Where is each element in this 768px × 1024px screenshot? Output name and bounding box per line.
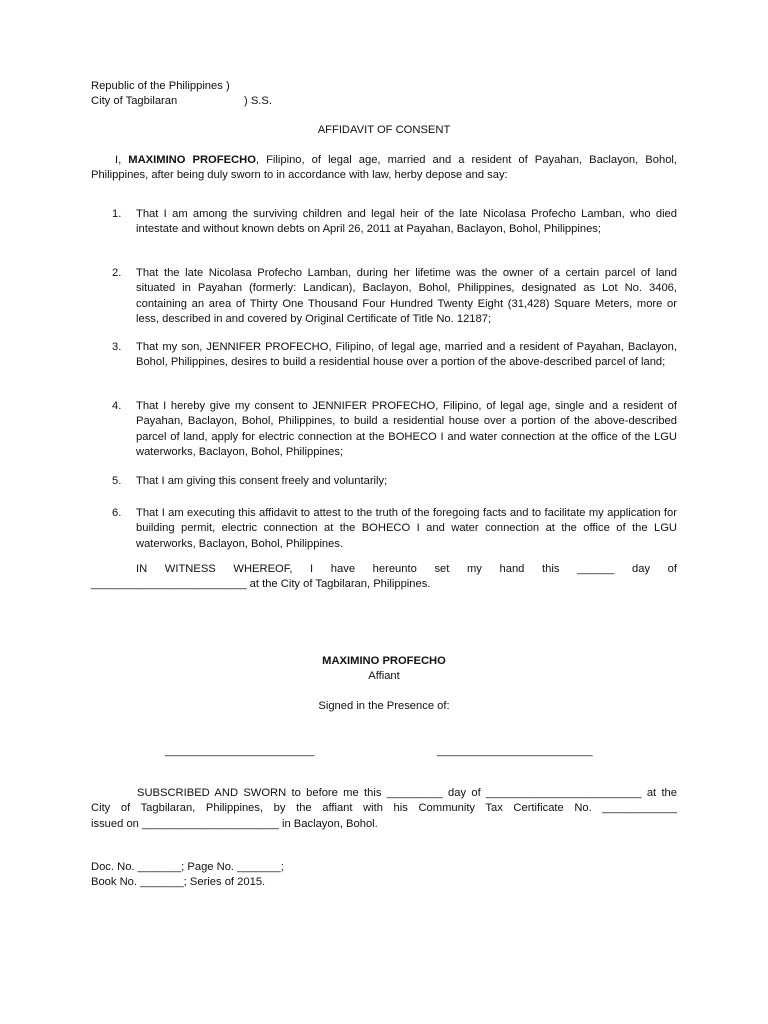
signed-in-presence: Signed in the Presence of: <box>318 700 450 712</box>
doc-page-line: Doc. No. _______; Page No. _______; <box>91 861 284 873</box>
venue-line-2 <box>91 94 391 109</box>
affiant-label: Affiant <box>368 670 400 682</box>
list-number-5: 5. <box>112 475 122 487</box>
book-series-line: Book No. _______; Series of 2015. <box>91 876 266 889</box>
intro-prefix: I, <box>115 154 129 166</box>
intro-paragraph <box>91 153 677 184</box>
intro-rest: , Filipino, of legal age, married and a resident of Payahan, Baclayon, Bohol, Philippines, after being duly sworn to in accordance with law, herby depose and say: <box>91 154 678 182</box>
document-title: AFFIDAVIT OF CONSENT <box>317 124 451 136</box>
venue-line-1: Republic of the Philippines ) <box>91 80 230 92</box>
jurat-line-3: issued on ______________________ in Baclayon, Bohol. <box>91 817 378 830</box>
witness-paragraph <box>91 562 677 593</box>
venue-city: City of Tagbilaran <box>91 95 178 108</box>
list-item-6: That I am executing this affidavit to attest to the truth of the foregoing facts and to facilitate my application for building permit, electric connection at the BOHECO I and water connection at the office of the LGU waterworks, Baclayon, Bohol, Philippines. <box>136 507 677 550</box>
list-item-2: That the late Nicolasa Profecho Lamban, during her lifetime was the owner of a certain parcel of land situated in Payahan (formerly: Landican), Baclayon, Bohol, Philippines, designated as Lot No. 3406, containing an area of Thirty One Thousand Four Hundred Twenty Eight (31,428) Square Meters, more or less, described in and covered by Original Certificate of Title No. 12187; <box>136 267 677 325</box>
jurat-line-1: SUBSCRIBED AND SWORN to before me this _________ day of _________________________ at the <box>137 787 677 799</box>
list-item-4: That I hereby give my consent to JENNIFER PROFECHO, Filipino, of legal age, single and a resident of Payahan, Baclayon, Bohol, Philippines, to build a residential house over a portion of the above-described parcel of land, apply for electric connection at the BOHECO I and water connection at the office of the LGU waterworks, Baclayon, Bohol, Philippines; <box>136 400 677 458</box>
venue-block <box>91 79 391 110</box>
notarial-register <box>91 860 491 891</box>
list-item-1: That I am among the surviving children and legal heir of the late Nicolasa Profecho Lamban, who died intestate and without known debts on April 26, 2011 at Payahan, Baclayon, Bohol, Philippines; <box>136 208 677 236</box>
list-number-1: 1. <box>112 208 122 220</box>
list-number-2: 2. <box>112 267 122 279</box>
witness-signature-line-2: _________________________ <box>437 745 593 757</box>
list-item-5: That I am giving this consent freely and voluntarily; <box>136 475 388 487</box>
list-item-3: That my son, JENNIFER PROFECHO, Filipino, of legal age, married and a resident of Payahan, Baclayon, Bohol, Philippines, desires to build a residential house over a portion of the above-described parcel of land; <box>136 341 677 369</box>
jurat-paragraph <box>91 786 677 832</box>
witness-line-2: _________________________ at the City of Tagbilaran, Philippines. <box>91 578 431 591</box>
list-number-4: 4. <box>112 400 122 412</box>
witness-line-1: IN WITNESS WHEREOF, I have hereunto set my hand this ______ day of <box>136 563 677 575</box>
jurat-line-2: City of Tagbilaran, Philippines, by the affiant with his Community Tax Certificate No. ____________ <box>91 802 677 815</box>
list-number-6: 6. <box>112 507 122 519</box>
list-number-3: 3. <box>112 341 122 353</box>
venue-ss: ) S.S. <box>244 95 272 108</box>
affiant-name-inline: MAXIMINO PROFECHO <box>128 154 256 166</box>
witness-signature-line-1: ________________________ <box>165 745 315 757</box>
affiant-name: MAXIMINO PROFECHO <box>322 655 446 667</box>
